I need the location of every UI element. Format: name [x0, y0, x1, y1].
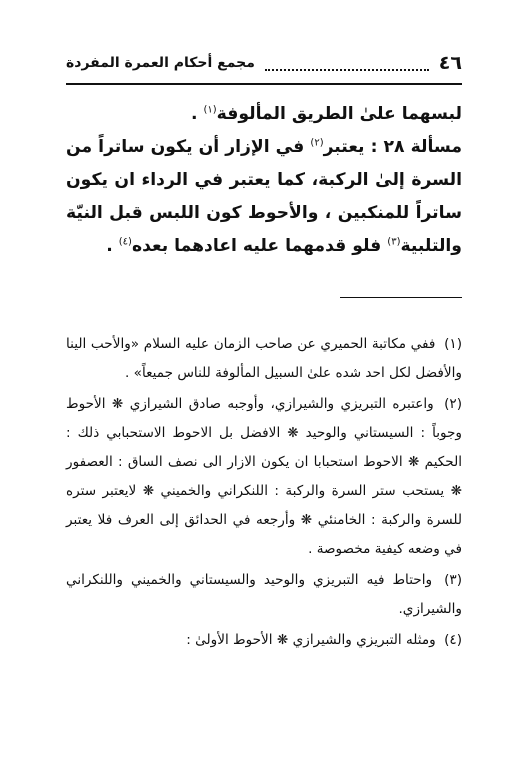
footnote-2	[66, 390, 462, 564]
footnote-number: (٢)	[444, 396, 462, 412]
header-rule	[66, 83, 462, 85]
footnote-text: واحتاط فيه التبريزي والوحيد والسيستاني والخميني واللنكراني والشيرازي.	[66, 572, 462, 617]
masala-text-b: في الإزار أن يكون ساتراً من السرة إلىٰ الركبة، كما يعتبر في الرداء ان يكون ساتراً للمنكبين ، والأحوط كون اللبس قبل النيّة والتلبية	[66, 137, 462, 256]
footnote-number: (١)	[444, 336, 463, 352]
continuation-end: .	[190, 104, 204, 124]
footnote-ref: (٢)	[310, 137, 324, 149]
continuation-text: لبسهما علىٰ الطريق المألوفة	[216, 104, 462, 124]
masala-label: مسألة ٢٨ :	[370, 137, 463, 157]
header-dotted-leader	[265, 63, 429, 71]
footnote-text: ومثله التبريزي والشيرازي ❋ الأحوط الأولىٰ :	[186, 632, 436, 648]
continuation-line	[66, 98, 462, 131]
footnote-separator	[340, 297, 462, 298]
footnotes	[66, 330, 462, 657]
masala-paragraph	[66, 131, 462, 263]
footnote-text: واعتبره التبريزي والشيرازي، وأوجبه صادق الشيرازي ❋ الأحوط وجوباً : السيستاني والوحيد ❋ الافضل بل الاحوط الاستحبابي ذلك : الحكيم ❋ الاحوط استحبابا ان يكون الازار الى نصف الساق : العصفور ❋ يستحب ستر السرة والركبة : اللنكراني والخميني ❋ لايعتبر ستره للسرة والركبة : الخامنئي ❋ وأرجعه في الحدائق إلى العرف فلا يعتبر في وضعه كيفية مخصوصة .	[66, 396, 462, 557]
footnote-number: (٣)	[444, 572, 462, 588]
masala-end: .	[106, 236, 119, 256]
footnote-1	[66, 330, 462, 388]
main-text	[66, 98, 462, 263]
masala-text-c: فلو قدمهما عليه اعادهما بعده	[131, 236, 382, 256]
book-title: مجمع أحكام العمرة المفردة	[66, 55, 255, 71]
footnote-ref: (١)	[203, 104, 217, 116]
footnote-ref: (٤)	[118, 236, 132, 248]
footnote-ref: (٣)	[387, 236, 401, 248]
footnote-text: ففي مكاتبة الحميري عن صاحب الزمان عليه السلام «والأحب الينا والأفضل لكل احد شده علىٰ السبيل المألوفة للناس جميعاً» .	[66, 336, 462, 381]
footnote-3	[66, 566, 462, 624]
footnote-4	[66, 626, 462, 655]
page-number: ٤٦	[438, 52, 462, 74]
page-header	[66, 46, 462, 80]
footnote-number: (٤)	[444, 632, 462, 648]
masala-text-a: يعتبر	[323, 137, 365, 157]
